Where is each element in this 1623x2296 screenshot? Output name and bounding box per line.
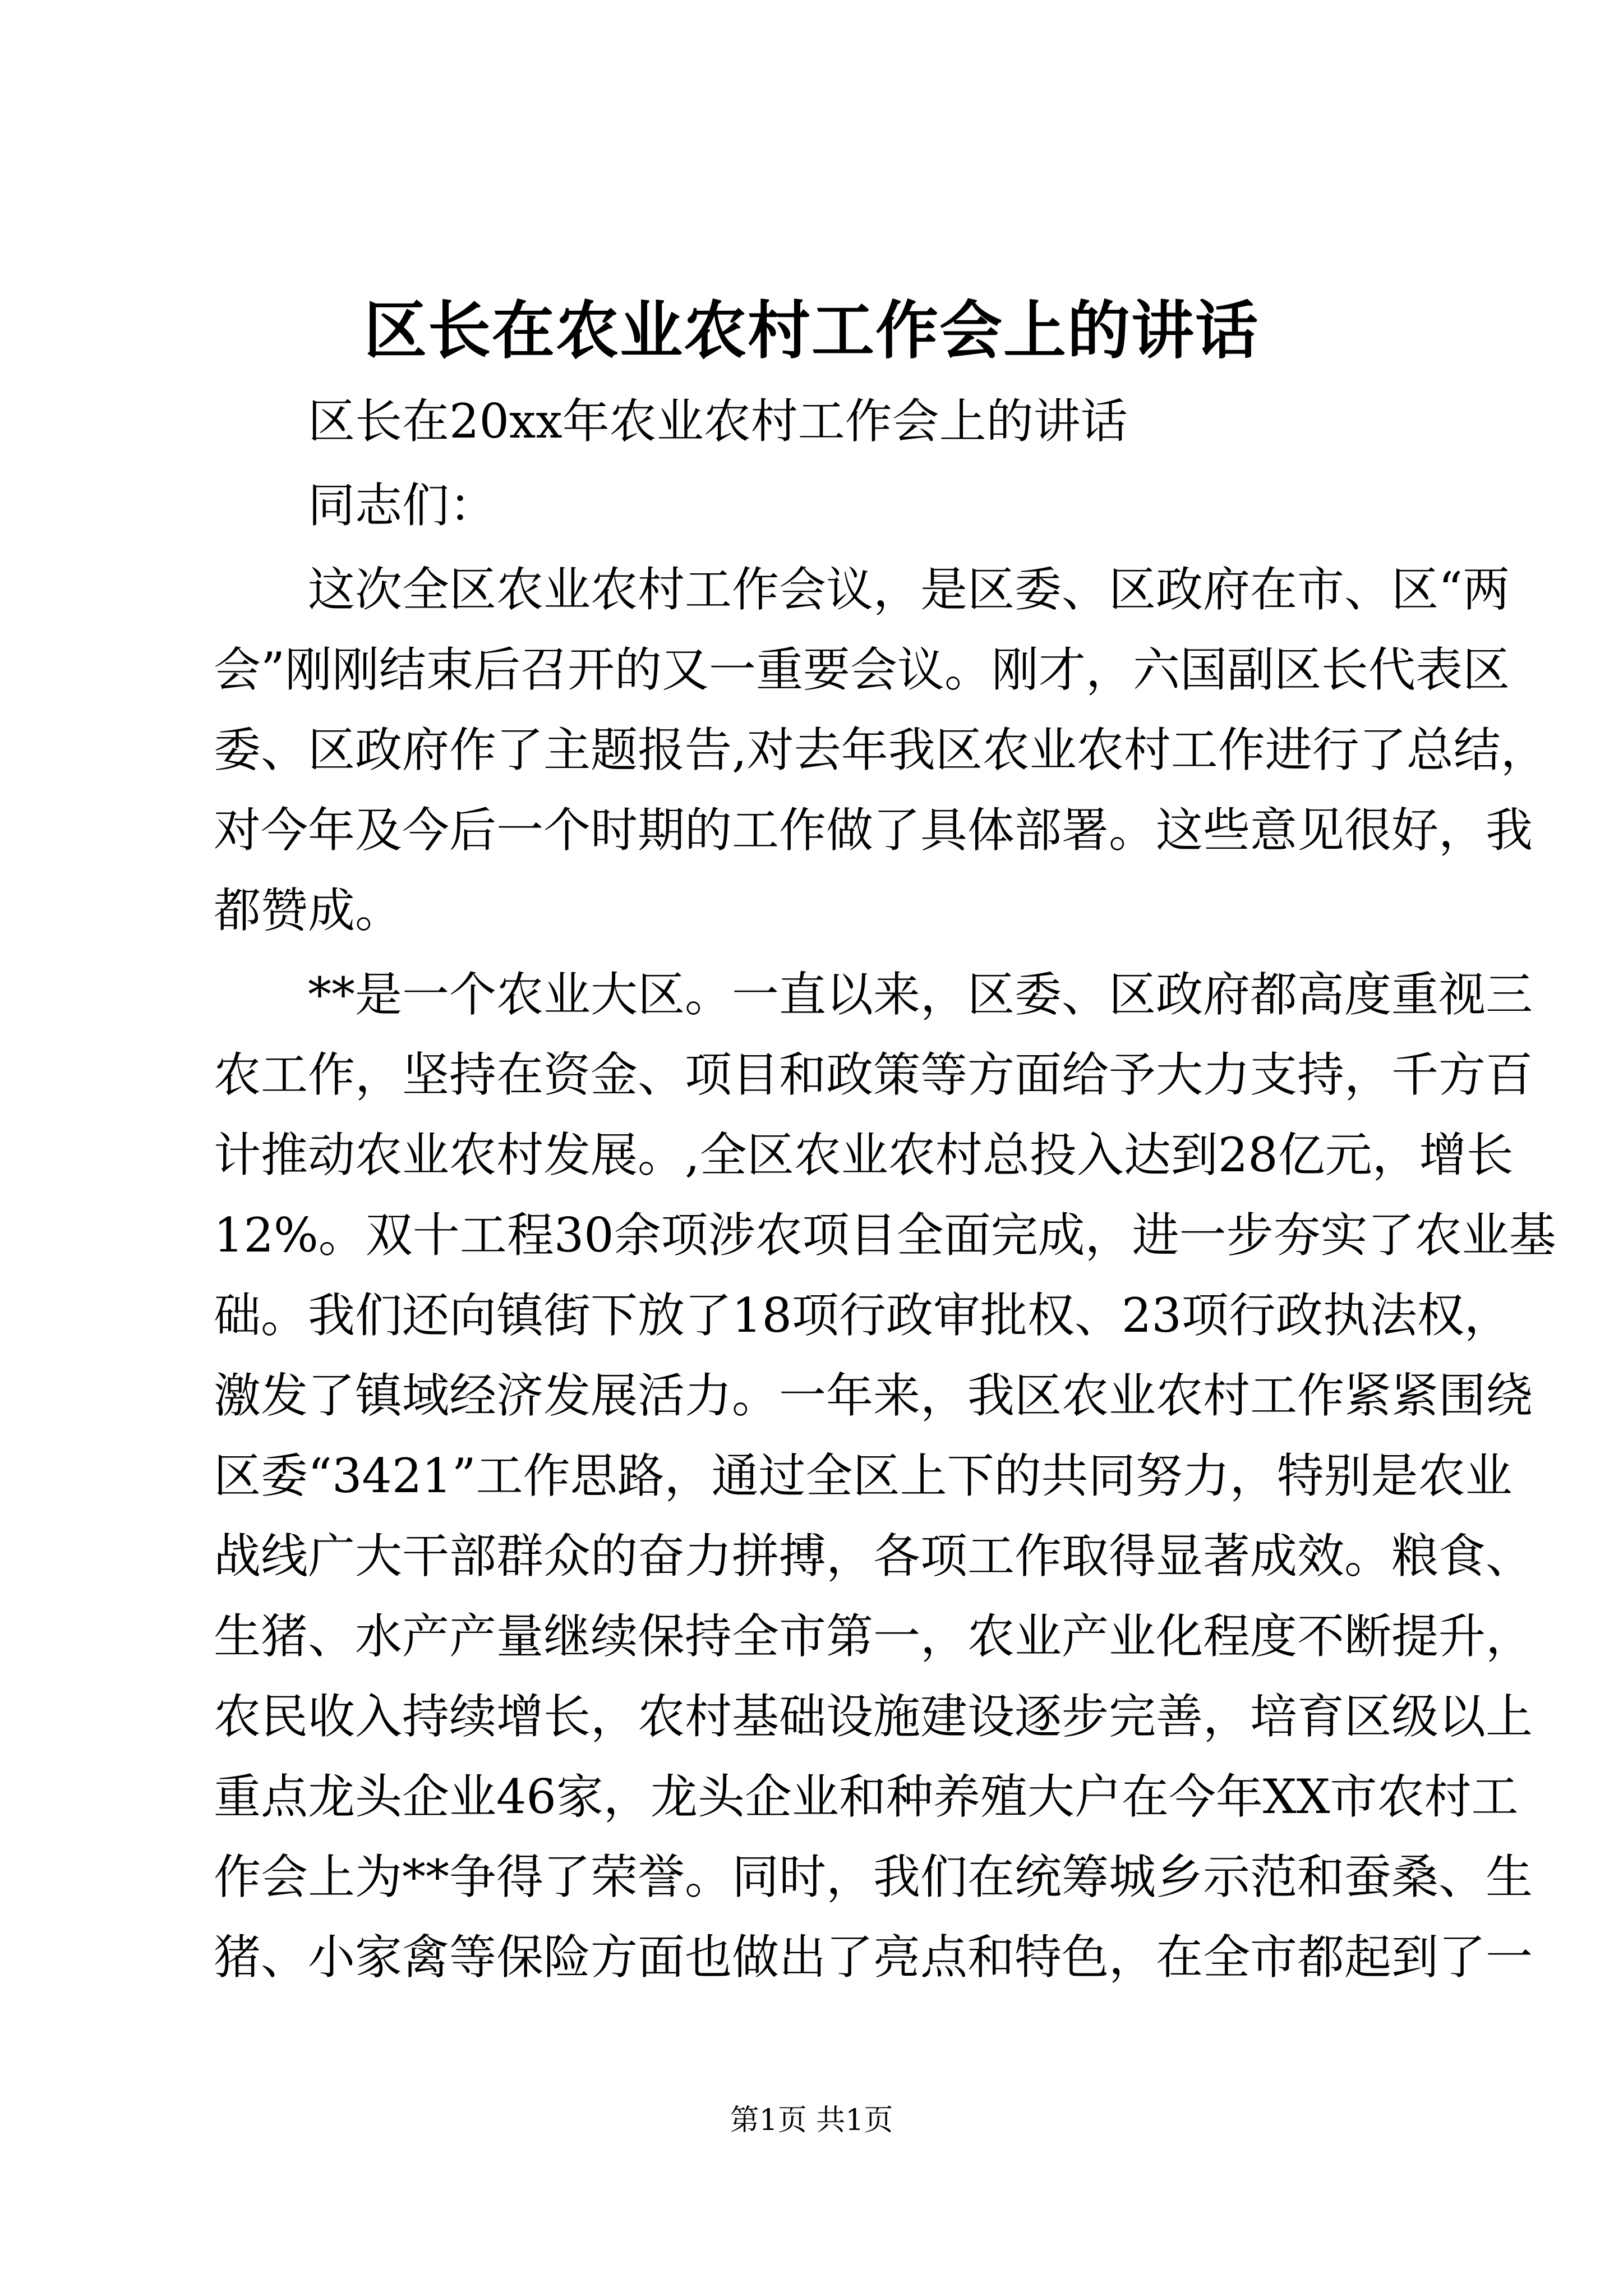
paragraph-line: 础。我们还向镇街下放了18项行政审批权、23项行政执法权， (214, 1288, 1511, 1343)
paragraph-line: 委、区政府作了主题报告,对去年我区农业农村工作进行了总结， (214, 723, 1548, 777)
salutation-paragraph (214, 466, 1419, 546)
paragraph-line: 战线广大干部群众的奋力拼搏，各项工作取得显著成效。粮食、 (214, 1529, 1533, 1584)
paragraph-line: 这次全区农业农村工作会议，是区委、区政府在市、区“两 (308, 562, 1510, 617)
paragraph-line: 猪、小家禽等保险方面也做出了亮点和特色，在全市都起到了一 (214, 1930, 1533, 1985)
paragraph-line: 12%。双十工程30余项涉农项目全面完成，进一步夯实了农业基 (214, 1208, 1556, 1263)
paragraph-line: 农工作，坚持在资金、项目和政策等方面给予大力支持，千方百 (214, 1047, 1533, 1102)
paragraph-line: 都赞成。 (214, 883, 403, 938)
page-number-footer: 第1页 共1页 (730, 2104, 893, 2137)
paragraph-line: 农民收入持续增长，农村基础设施建设逐步完善，培育区级以上 (214, 1689, 1533, 1744)
document-title: 区长在农业农村工作会上的讲话 (364, 294, 1259, 367)
paragraph-line: 区长在20xx年农业农村工作会上的讲话 (308, 394, 1128, 449)
paragraph-line: **是一个农业大区。一直以来，区委、区政府都高度重视三 (308, 967, 1533, 1022)
document-body (214, 381, 1556, 2001)
body-paragraph (214, 955, 1556, 1998)
paragraph-line: 同志们： (308, 478, 497, 533)
paragraph-line: 区委“3421”工作思路，通过全区上下的共同努力，特别是农业 (214, 1448, 1513, 1503)
body-paragraph (214, 550, 1548, 951)
paragraph-line: 生猪、水产产量继续保持全市第一，农业产业化程度不断提升， (214, 1609, 1533, 1664)
paragraph-line: 对今年及今后一个时期的工作做了具体部署。这些意见很好，我 (214, 803, 1533, 858)
paragraph-line: 会”刚刚结束后召开的又一重要会议。刚才，六国副区长代表区 (214, 642, 1510, 697)
paragraph-line: 重点龙头企业46家，龙头企业和种养殖大户在今年XX市农村工 (214, 1769, 1519, 1824)
subtitle-paragraph (214, 381, 1419, 462)
paragraph-line: 激发了镇域经济发展活力。一年来，我区农业农村工作紧紧围绕 (214, 1368, 1533, 1423)
paragraph-line: 计推动农业农村发展。,全区农业农村总投入达到28亿元，增长 (214, 1128, 1514, 1182)
paragraph-line: 作会上为**争得了荣誉。同时，我们在统筹城乡示范和蚕桑、生 (214, 1849, 1533, 1904)
